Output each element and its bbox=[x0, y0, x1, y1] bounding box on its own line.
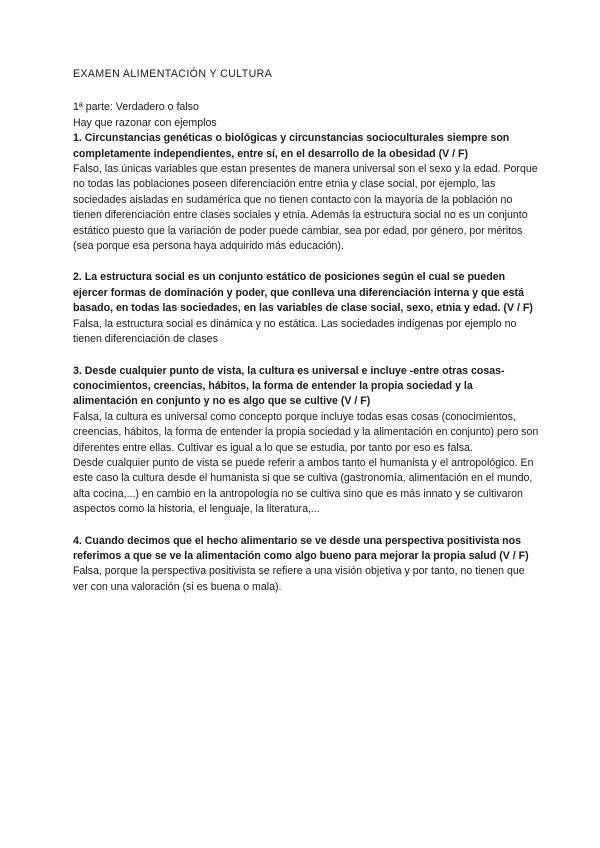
question-block-4 bbox=[73, 534, 540, 596]
question-1: 1. Circunstancias genéticas o biológicas y circunstancias socioculturales siempre son completamente independientes, entre sí, en el desarrollo de la obesidad (V / F) bbox=[73, 132, 510, 160]
question-3: 3. Desde cualquier punto de vista, la cultura es universal e incluye -entre otras cosas- conocimientos, creencias, hábitos, la forma de entender la propia sociedad y la alimentación en conjunto y no es algo que se cultive (V / F) bbox=[73, 364, 505, 408]
question-2: 2. La estructura social es un conjunto estático de posiciones según el cual se pueden ejercer formas de dominación y poder, que conlleva una diferenciación interna y que está basado, en todas las sociedades, en las variables de clase social, sexo, etnia y edad. (V / F) bbox=[73, 271, 533, 315]
answer-3a: Falsa, la cultura es universal como concepto porque incluye todas esas cosas (conocimientos, creencias, hábitos, la forma de entender la propia sociedad y la alimentación en conjunto) pero son diferentes entre ellas. Cultivar es igual a lo que se estudia, por tanto por eso es falsa. bbox=[73, 410, 539, 454]
block-gap bbox=[73, 518, 540, 534]
answer-3b: Desde cualquier punto de vista se puede referir a ambos tanto el humanista y el antropológico. En este caso la cultura desde el humanista si que se cultiva (gastronomía, alimentación en el mundo, alta cocina,...) en cambio en la antropología no se cultiva sino que es más innato y se cultivaron aspectos como la historia, el lenguaje, la literatura,... bbox=[73, 456, 534, 516]
document-title: EXAMEN ALIMENTACIÓN Y CULTURA bbox=[73, 68, 273, 80]
block-gap bbox=[73, 254, 540, 270]
question-block-2 bbox=[73, 270, 540, 347]
question-block-3 bbox=[73, 364, 540, 518]
answer-4: Falsa, porque la perspectiva positivista se refiere a una visión objetiva y por tanto, no tienen que ver con una valoración (si es buena o mala). bbox=[73, 565, 525, 593]
answer-1: Falso, las únicas variables que estan presentes de manera universal son el sexo y la edad. Porque no todas las poblaciones poseen diferenciación entre etnia y clase social, por ejemplo, las sociedades aisladas en sudamérica que no tienen contacto con la mayoría de la población no tienen diferenciación entre clases sociales y etnia. Además la estructura social no es un conjunto estático puesto que la variación de poder puede cambiar, sea por edad, por género, por méritos (sea porque esa persona haya adquirido más educación). bbox=[73, 163, 538, 253]
question-4: 4. Cuando decimos que el hecho alimentario se ve desde una perspectiva positivista nos referimos a que se ve la alimentación como algo bueno para mejorar la propia salud (V / F) bbox=[73, 534, 529, 562]
block-gap bbox=[73, 348, 540, 364]
answer-2: Falsa, la estructura social es dinámica y no estática. Las sociedades indígenas por ejemplo no tienen diferenciación de clases bbox=[73, 317, 517, 346]
part-heading: 1ª parte: Verdadero o falso bbox=[73, 101, 199, 114]
instruction-text: Hay que razonar con ejemplos bbox=[73, 116, 217, 129]
question-block-1 bbox=[73, 131, 540, 254]
title-spacer bbox=[73, 82, 540, 100]
